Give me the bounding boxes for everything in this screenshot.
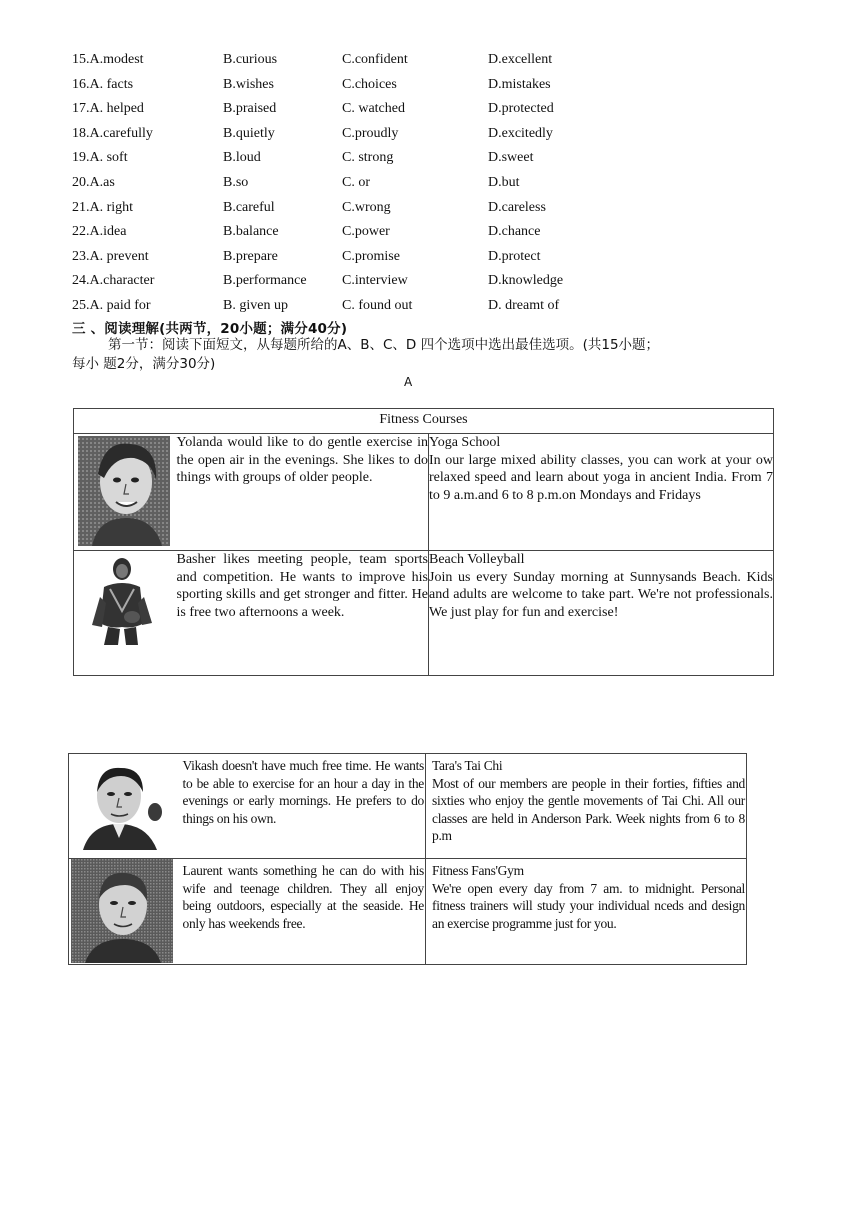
option-a: 15.A.modest <box>72 52 144 67</box>
fitness-courses-table <box>73 408 774 676</box>
option-c: C. found out <box>342 297 413 313</box>
option-d: D.mistakes <box>488 76 551 92</box>
option-c: C.power <box>342 224 390 240</box>
course-name: Yoga School <box>429 435 501 450</box>
course-name: Fitness Fans'Gym <box>432 863 524 878</box>
option-b: B.careful <box>223 199 275 215</box>
option-b: B. given up <box>223 297 288 313</box>
option-c: C.promise <box>342 248 400 264</box>
choice-list <box>72 48 632 319</box>
man-portrait-photo <box>69 754 180 859</box>
section-heading: 三 、阅读理解(共两节，20小题；满分40分) <box>72 321 348 337</box>
passage-label: A <box>404 375 413 389</box>
instruction-line-2: 每小 题2分，满分30分) <box>72 356 216 372</box>
option-d: D.chance <box>488 224 541 240</box>
course-description: Join us every Sunday morning at Sunnysands Beach. Kids and adults are welcome to take part. We're not professionals. We just play for fun and exercise! <box>429 569 773 620</box>
man-standing-photo <box>74 551 177 676</box>
option-b: B.balance <box>223 224 279 240</box>
option-a: 23.A. prevent <box>72 248 149 264</box>
course-description: We're open every day from 7 am. to midnight. Personal fitness trainers will study your individual nceds and design an exercise programme just for you. <box>432 880 745 931</box>
option-d: D. dreamt of <box>488 297 560 313</box>
option-c: C. strong <box>342 150 394 166</box>
option-c: C.wrong <box>342 199 391 215</box>
section-instructions <box>72 336 778 374</box>
choice-row <box>72 171 632 196</box>
course-description: In our large mixed ability classes, you can work at your ow relaxed speed and learn about yoga in ancient India. From 7 to 9 a.m.and 6 to 8 p.m.on Mondays and Fridays <box>429 452 773 503</box>
course-info <box>426 754 747 859</box>
choice-row <box>72 196 632 221</box>
option-c: C. or <box>342 174 370 190</box>
option-c: C.proudly <box>342 125 399 141</box>
option-a: 21.A. right <box>72 199 134 215</box>
option-a: 16.A. facts <box>72 76 134 92</box>
course-name: Beach Volleyball <box>429 552 525 567</box>
choice-row <box>72 146 632 171</box>
choice-row <box>72 269 632 294</box>
option-d: D.excitedly <box>488 125 553 141</box>
person-description: Basher likes meeting people, team sports and competition. He wants to improve his sporting skills and get stronger and fitter. He is free two afternoons a week. <box>177 551 429 676</box>
option-b: B.quietly <box>223 125 275 141</box>
option-a: 22.A.idea <box>72 224 127 240</box>
option-b: B.prepare <box>223 248 278 264</box>
fitness-courses-table-continued <box>68 753 747 965</box>
choice-row <box>72 220 632 245</box>
option-b: B.so <box>223 174 249 190</box>
option-c: C. watched <box>342 101 405 117</box>
option-d: D.protected <box>488 101 554 117</box>
choice-row <box>72 122 632 147</box>
option-a: 25.A. paid for <box>72 297 151 313</box>
table-title: Fitness Courses <box>74 409 774 434</box>
person-description: Laurent wants something he can do with his wife and teenage children. They all enjoy being outdoors, especially at the seaside. He only has weekends free. <box>180 859 426 965</box>
option-a: 18.A.carefully <box>72 125 153 141</box>
table-row <box>74 434 774 551</box>
table-row <box>69 754 747 859</box>
choice-row <box>72 294 632 319</box>
option-d: D.careless <box>488 199 546 215</box>
choice-row <box>72 48 632 73</box>
choice-row <box>72 97 632 122</box>
person-description: Yolanda would like to do gentle exercise in the open air in the evenings. She likes to do things with groups of older people. <box>177 434 429 551</box>
course-info <box>429 434 774 551</box>
option-c: C.confident <box>342 52 408 67</box>
option-d: D.but <box>488 174 520 190</box>
option-d: D.excellent <box>488 52 553 67</box>
course-info <box>429 551 774 676</box>
option-b: B.loud <box>223 150 261 166</box>
option-b: B.curious <box>223 52 278 67</box>
option-c: C.interview <box>342 273 408 289</box>
option-a: 24.A.character <box>72 273 155 289</box>
option-a: 17.A. helped <box>72 101 144 117</box>
option-d: D.sweet <box>488 150 534 166</box>
option-d: D.protect <box>488 248 541 264</box>
course-info <box>426 859 747 965</box>
option-d: D.knowledge <box>488 273 564 289</box>
option-a: 19.A. soft <box>72 150 128 166</box>
table-row <box>69 859 747 965</box>
option-b: B.wishes <box>223 76 274 92</box>
person-description: Vikash doesn't have much free time. He wants to be able to exercise for an hour a day in the evenings or early mornings. He prefers to do things on his own. <box>180 754 426 859</box>
option-c: C.choices <box>342 76 397 92</box>
option-b: B.praised <box>223 101 277 117</box>
instruction-line-1: 第一节：阅读下面短文，从每题所给的A、B、C、D 四个选项中选出最佳选项。(共15小题； <box>108 337 660 353</box>
choice-row <box>72 73 632 98</box>
course-description: Most of our members are people in their forties, fifties and sixties who enjoy the gentle movements of Tai Chi. All our classes are held in Anderson Park. Week nights from 6 to 8 p.m <box>432 775 745 843</box>
option-b: B.performance <box>223 273 307 289</box>
man-portrait-photo <box>69 859 180 965</box>
option-a: 20.A.as <box>72 174 115 190</box>
table-row <box>74 551 774 676</box>
choice-row <box>72 245 632 270</box>
course-name: Tara's Tai Chi <box>432 758 503 773</box>
woman-portrait-photo <box>74 434 177 551</box>
